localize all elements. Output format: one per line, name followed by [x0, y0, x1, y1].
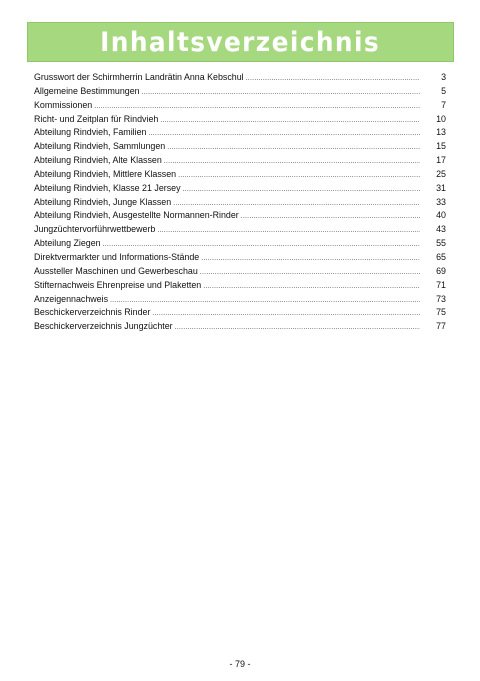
toc-entry-page: 40	[436, 210, 446, 221]
toc-entry	[34, 320, 446, 334]
toc-leader-dots	[178, 169, 420, 183]
toc-entry-label: Abteilung Rindvieh, Familien	[34, 127, 147, 138]
toc-entry-label: Jungzüchtervorführwettbewerb	[34, 224, 156, 235]
toc-entry-page: 75	[436, 307, 446, 318]
toc-leader-dots	[110, 294, 420, 308]
toc-entry-page: 3	[441, 72, 446, 82]
toc-entry	[34, 196, 446, 210]
toc-entry	[34, 182, 446, 196]
toc-entry-page: 55	[436, 238, 446, 249]
toc-entry-label: Allgemeine Bestimmungen	[34, 85, 140, 96]
toc-entry	[34, 85, 446, 99]
toc-entry-label: Abteilung Rindvieh, Klasse 21 Jersey	[34, 182, 181, 193]
toc-entry-label: Beschickerverzeichnis Rinder	[34, 307, 151, 318]
toc-entry	[34, 168, 446, 182]
toc-entry-label: Beschickerverzeichnis Jungzüchter	[34, 321, 173, 332]
toc-leader-dots	[201, 252, 420, 266]
toc-entry-page: 17	[436, 155, 446, 166]
page-number: - 79 -	[229, 659, 251, 669]
toc-leader-dots	[200, 266, 420, 280]
toc-entry	[34, 251, 446, 265]
toc-entry	[34, 306, 446, 320]
toc-entry-label: Stifternachweis Ehrenpreise und Plaketten	[34, 279, 202, 290]
toc-entry	[34, 237, 446, 251]
toc-leader-dots	[241, 210, 420, 224]
toc-leader-dots	[142, 86, 420, 100]
toc-leader-dots	[246, 72, 420, 86]
toc-entry	[34, 71, 446, 85]
toc-entry	[34, 293, 446, 307]
toc-entry-page: 69	[436, 265, 446, 276]
title-banner	[27, 22, 454, 62]
toc-leader-dots	[175, 321, 420, 335]
table-of-contents	[34, 71, 446, 334]
toc-entry-page: 43	[436, 224, 446, 235]
toc-entry-label: Abteilung Ziegen	[34, 238, 101, 249]
toc-leader-dots	[152, 307, 420, 321]
toc-leader-dots	[148, 127, 420, 141]
page-title: Inhaltsverzeichnis	[100, 26, 381, 58]
toc-entry-label: Grusswort der Schirmherrin Landrätin Anna Kebschul	[34, 72, 244, 82]
toc-leader-dots	[164, 155, 420, 169]
toc-entry-label: Abteilung Rindvieh, Mittlere Klassen	[34, 168, 177, 179]
toc-entry	[34, 113, 446, 127]
toc-entry-page: 73	[436, 293, 446, 304]
toc-entry	[34, 140, 446, 154]
toc-entry-label: Abteilung Rindvieh, Sammlungen	[34, 141, 166, 152]
toc-entry-page: 71	[436, 279, 446, 290]
toc-entry-label: Abteilung Rindvieh, Junge Klassen	[34, 196, 172, 207]
toc-entry	[34, 209, 446, 223]
toc-entry-page: 5	[441, 85, 446, 96]
toc-leader-dots	[167, 141, 420, 155]
toc-entry-page: 31	[436, 182, 446, 193]
toc-entry	[34, 99, 446, 113]
toc-leader-dots	[173, 197, 420, 211]
toc-leader-dots	[157, 224, 420, 238]
toc-entry-page: 25	[436, 168, 446, 179]
toc-entry-label: Kommissionen	[34, 99, 93, 110]
toc-entry-page: 65	[436, 251, 446, 262]
toc-entry-label: Abteilung Rindvieh, Alte Klassen	[34, 155, 162, 166]
toc-entry-label: Direktvermarkter und Informations-Stände	[34, 251, 200, 262]
toc-entry-page: 7	[441, 99, 446, 110]
toc-leader-dots	[183, 183, 420, 197]
toc-entry-label: Richt- und Zeitplan für Rindvieh	[34, 113, 159, 124]
toc-entry-page: 13	[436, 127, 446, 138]
toc-entry-page: 77	[436, 321, 446, 332]
toc-entry-label: Aussteller Maschinen und Gewerbeschau	[34, 265, 198, 276]
toc-leader-dots	[160, 114, 420, 128]
toc-entry-label: Anzeigennachweis	[34, 293, 109, 304]
toc-entry-label: Abteilung Rindvieh, Ausgestellte Normannen-Rinder	[34, 210, 239, 221]
toc-entry	[34, 223, 446, 237]
toc-entry	[34, 154, 446, 168]
toc-entry-page: 33	[436, 196, 446, 207]
toc-entry	[34, 279, 446, 293]
toc-leader-dots	[94, 100, 420, 114]
toc-entry-page: 10	[436, 113, 446, 124]
toc-entry	[34, 265, 446, 279]
toc-leader-dots	[103, 238, 420, 252]
toc-entry-page: 15	[436, 141, 446, 152]
toc-entry	[34, 126, 446, 140]
toc-leader-dots	[203, 280, 420, 294]
